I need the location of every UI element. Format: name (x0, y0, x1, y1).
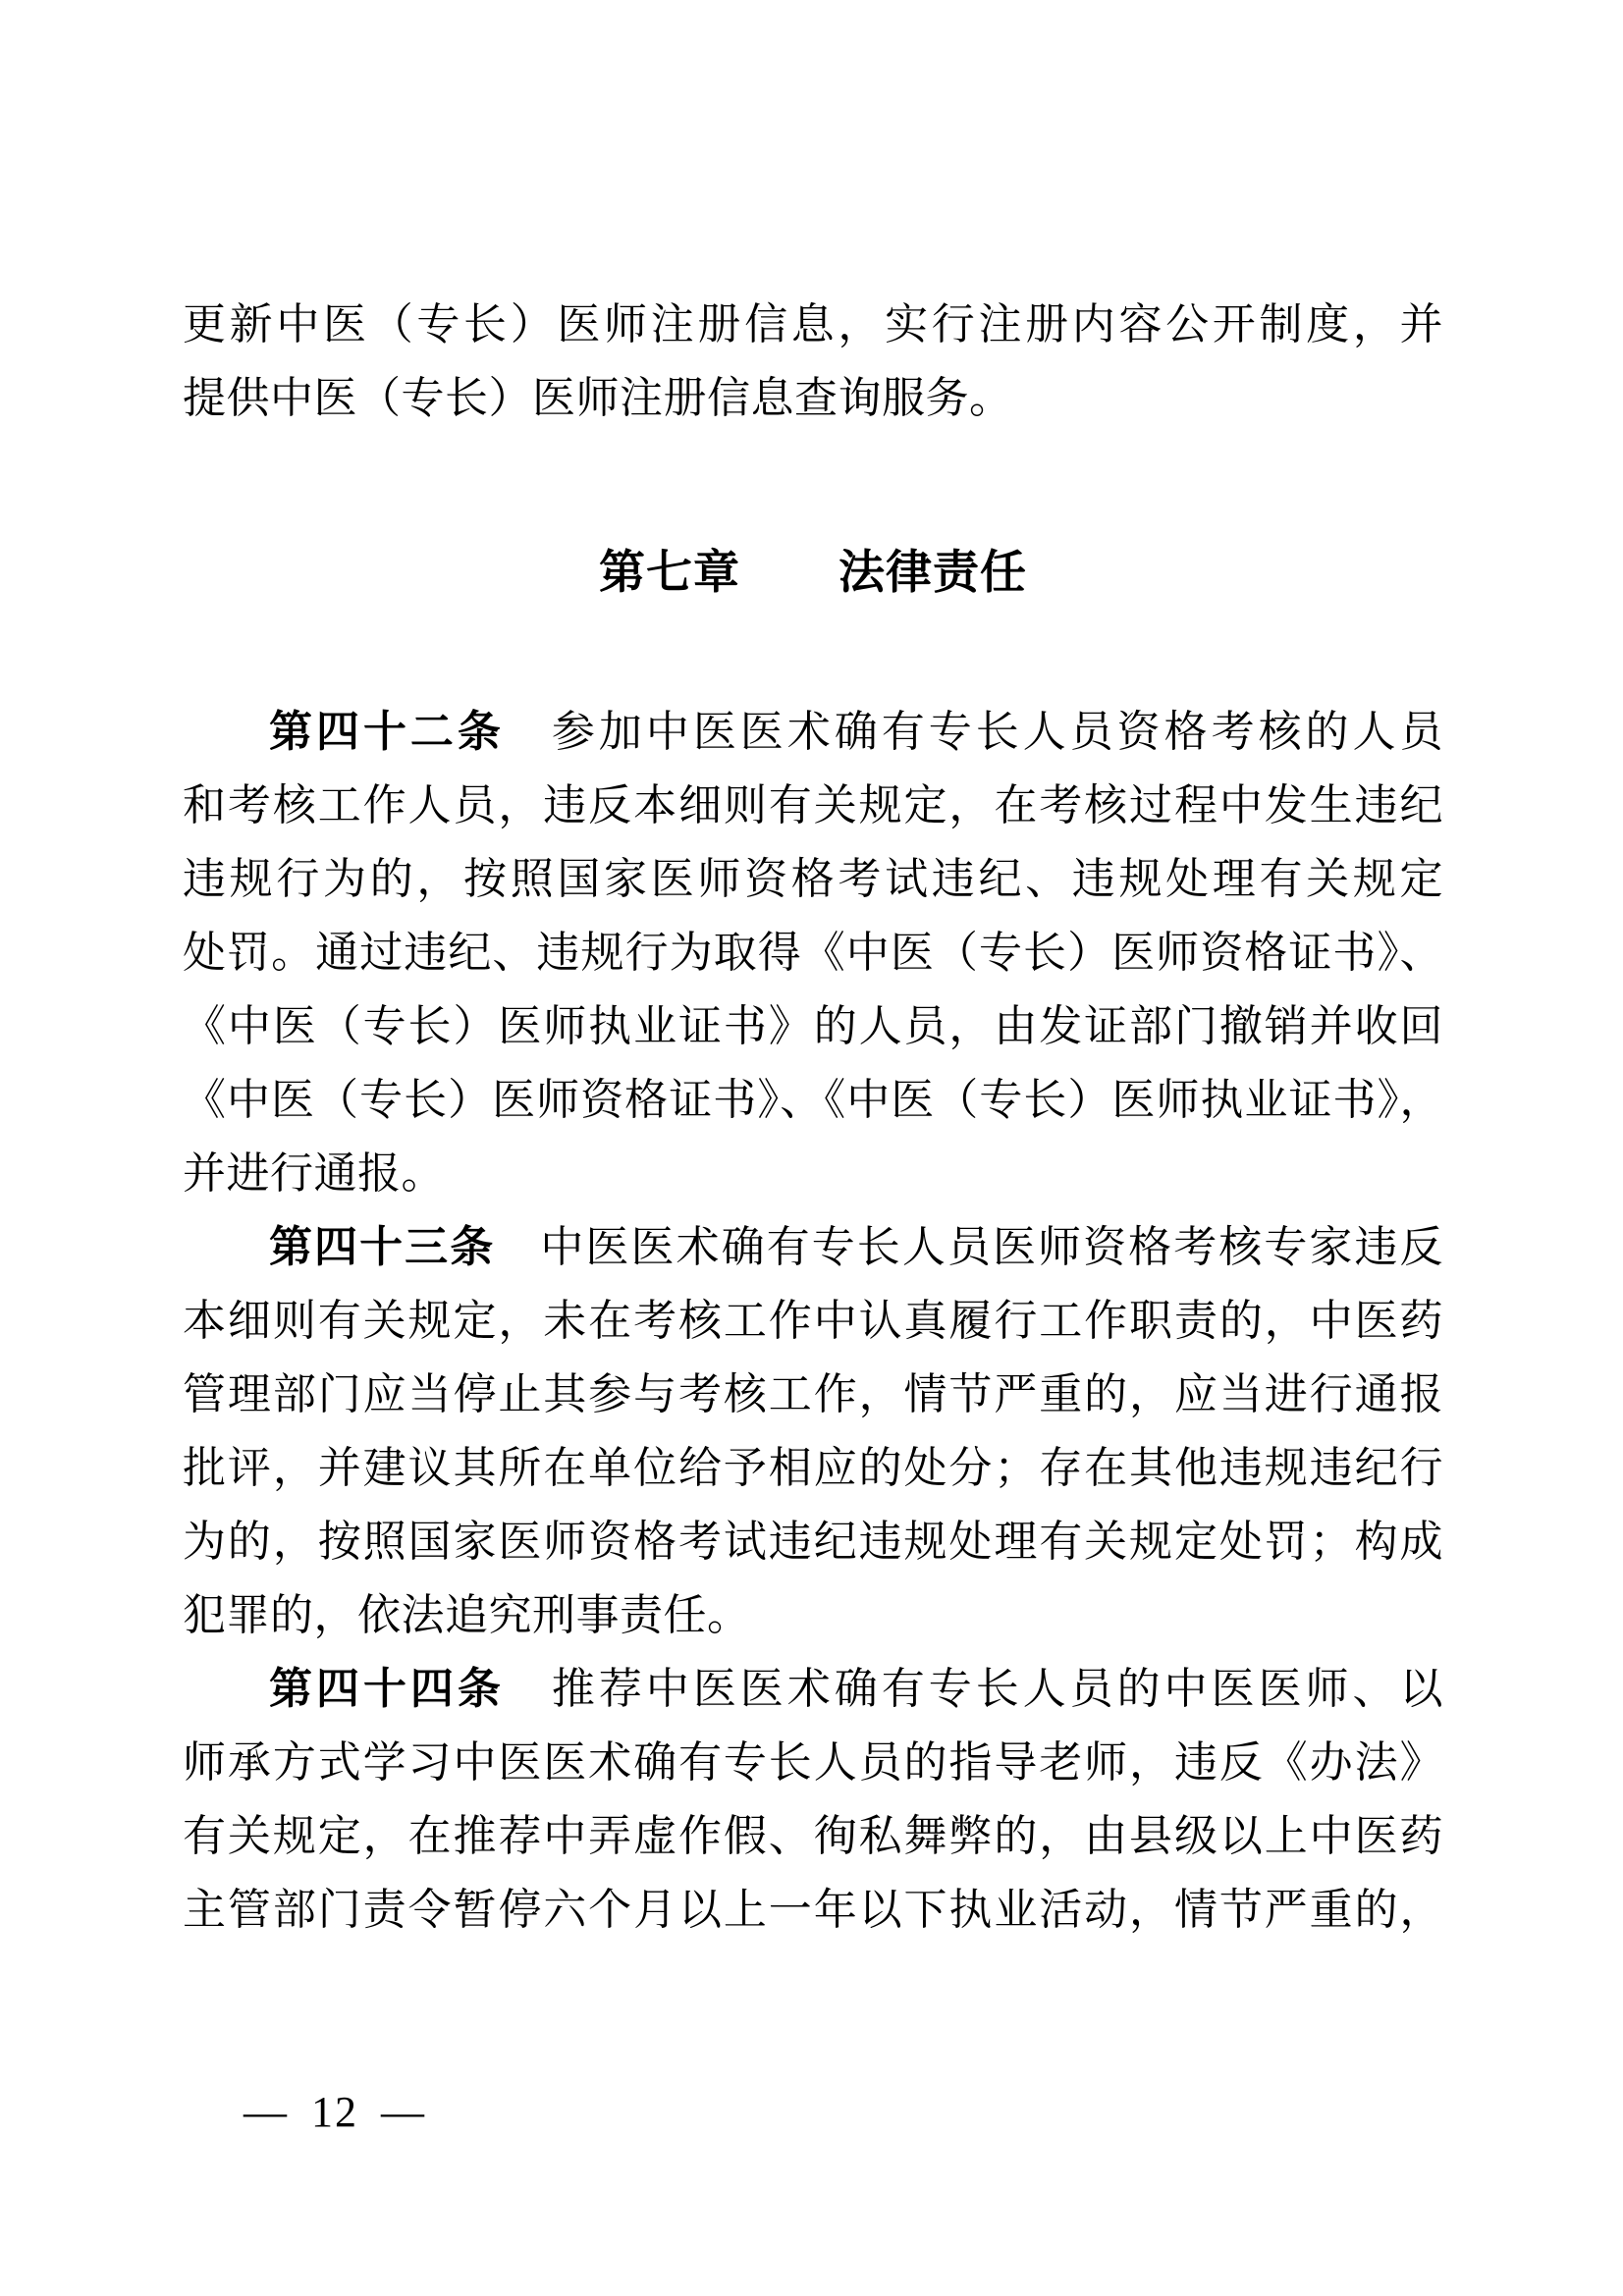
text-line: 处罚。通过违纪、违规行为取得《中医（专长）医师资格证书》、 (183, 929, 1443, 977)
text-line: 和考核工作人员，违反本细则有关规定，在考核过程中发生违纪 (183, 781, 1443, 829)
text-line: 并进行通报。 (183, 1149, 445, 1198)
article-number: 第四十三条 (269, 1223, 496, 1271)
text-line: 《中医（专长）医师执业证书》的人员，由发证部门撤销并收回 (183, 1002, 1443, 1050)
chapter-heading-part: 法律责任 (839, 548, 1027, 599)
text-line: 第四十四条 推荐中医医术确有专长人员的中医医师、以 (269, 1665, 1444, 1713)
document-body (183, 288, 1443, 1947)
text-line: 师承方式学习中医医术确有专长人员的指导老师，违反《办法》 (183, 1738, 1443, 1787)
text-line: 犯罪的，依法追究刑事责任。 (183, 1591, 751, 1639)
chapter-heading (183, 537, 1443, 611)
paragraph (183, 1652, 1443, 1947)
text-line: 《中医（专长）医师资格证书》、《中医（专长）医师执业证书》， (183, 1076, 1443, 1124)
text-line: 更新中医（专长）医师注册信息，实行注册内容公开制度，并 (183, 300, 1443, 348)
text-line: 提供中医（专长）医师注册信息查询服务。 (183, 374, 1013, 422)
text-line: 本细则有关规定，未在考核工作中认真履行工作职责的，中医药 (183, 1297, 1443, 1345)
text-line: 有关规定，在推荐中弄虚作假、徇私舞弊的，由县级以上中医药 (183, 1812, 1443, 1860)
text-line: 主管部门责令暂停六个月以上一年以下执业活动，情节严重的， (183, 1886, 1443, 1934)
article-number: 第四十二条 (269, 708, 505, 756)
paragraph (183, 695, 1443, 1210)
page-number: — 12 — (243, 2088, 426, 2136)
text-line: 批评，并建议其所在单位给予相应的处分；存在其他违规违纪行 (183, 1444, 1443, 1492)
text-line: 管理部门应当停止其参与考核工作，情节严重的，应当进行通报 (183, 1370, 1443, 1418)
paragraph (183, 1210, 1443, 1652)
text-line: 为的，按照国家医师资格考试违纪违规处理有关规定处罚；构成 (183, 1518, 1443, 1566)
text-line: 第四十二条 参加中医医术确有专长人员资格考核的人员 (269, 708, 1444, 756)
text-line: 违规行为的，按照国家医师资格考试违纪、违规处理有关规定 (183, 855, 1443, 903)
article-number: 第四十四条 (269, 1665, 505, 1713)
chapter-heading-part: 第七章 (599, 548, 740, 599)
text-line: 第四十三条 中医医术确有专长人员医师资格考核专家违反 (269, 1223, 1444, 1271)
paragraph (183, 288, 1443, 435)
